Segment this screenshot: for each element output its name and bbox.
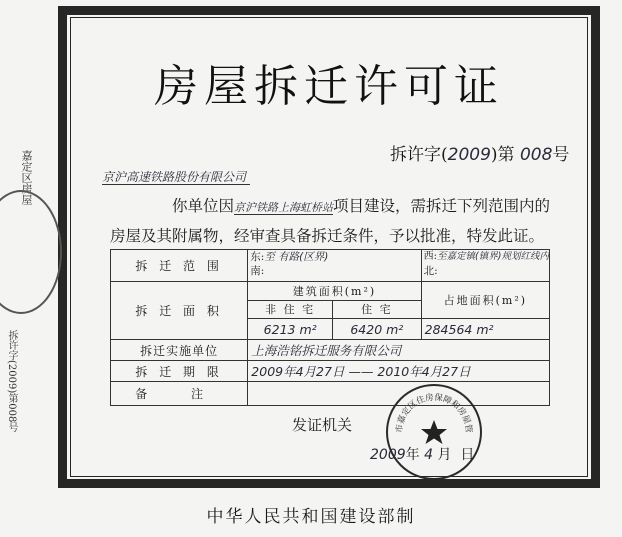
scope-east-south-cell: 东:至 有路(区界) 南: [248,250,421,282]
recipient-underline [102,184,250,185]
issue-date: 2009年 4 月 日 [370,447,475,463]
non-residential-value: 6213 m² [248,318,333,340]
seal-text: 市嘉定区住房保障和房屋管 [394,392,474,434]
implementer-value: 上海浩铭拆迁服务有限公司 [248,340,550,360]
recipient-company: 京沪高速铁路股份有限公司 [102,170,247,184]
area-label: 拆 迁 面 积 [111,282,248,340]
body-line-2: 房屋及其附属物，经审查具备拆迁条件，予以批准，特发此证。 [110,227,545,245]
official-seal [386,384,482,480]
footer-issuer: 中华人民共和国建设部制 [206,507,416,527]
margin-permit-number: 拆许字(2009)第008号 [6,330,17,433]
remarks-label: 备 注 [111,382,248,406]
row-scope [111,250,550,282]
seal-star-icon [388,386,480,478]
non-residential-label: 非 住 宅 [248,300,333,318]
land-area-label: 占地面积(m²) [421,282,549,319]
permit-info-table [110,249,550,406]
margin-seal-fragment [0,190,62,314]
residential-value: 6420 m² [333,318,422,340]
body-line-1: 你单位因京沪铁路上海虹桥站项目建设，需拆迁下列范围内的 [172,197,551,215]
implementer-label: 拆迁实施单位 [111,340,248,360]
permit-number: 拆许字(2009)第 008号 [390,145,570,165]
period-label: 拆 迁 期 限 [111,360,248,382]
period-value: 2009年4月27日 —— 2010年4月27日 [248,360,550,382]
scope-label: 拆 迁 范 围 [111,250,248,282]
residential-label: 住 宅 [333,300,422,318]
building-area-label: 建筑面积(m²) [248,282,421,300]
scope-west-north-cell: 西:至嘉定镇(镇界)规划红线内 北: [421,250,549,282]
document-title: 房屋拆迁许可证 [154,61,504,112]
issuer-label: 发证机关 [292,416,353,434]
land-area-value: 284564 m² [421,318,549,340]
margin-stamp-text: 嘉定区房屋 [20,150,33,205]
svg-text:上海市嘉定区住房保障和房屋管理局 [388,386,474,434]
